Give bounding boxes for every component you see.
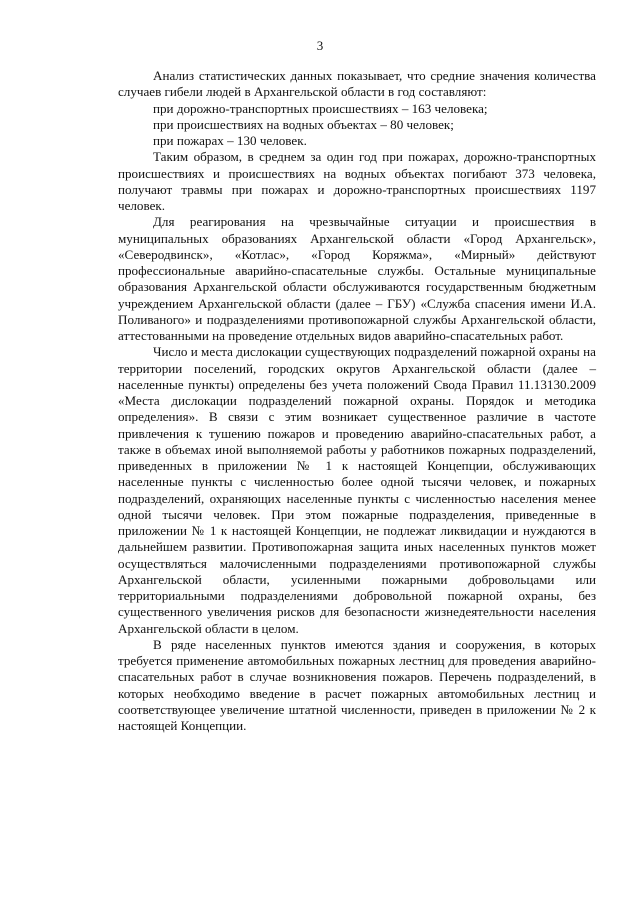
list-item-water-incidents: при происшествиях на водных объектах – 80 человек; [153, 116, 454, 132]
document-body [118, 68, 596, 734]
list-item-road-accidents: при дорожно-транспортных происшествиях – 163 человека; [153, 100, 488, 116]
paragraph-summary: Таким образом, в среднем за один год при пожарах, дорожно-транспортных происшествиях и происшествиях на водных объектах погибают 373 человека, получают травмы при пожарах и дорожно-транспортных происшествиях 1197 человек. [118, 149, 596, 213]
paragraph-aerial-ladders: В ряде населенных пунктов имеются здания и сооружения, в которых требуется применение автомобильных пожарных лестниц для проведения аварийно-спасательных работ в случае возникновения пожаров. Перечень подразделений, в которых необходимо введение в расчет пожарных автомобильных лестниц и соответствующее увеличение штатной численности, приведен в приложении № 2 к настоящей Концепции. [118, 636, 596, 733]
paragraph-rescue-services: Для реагирования на чрезвычайные ситуации и происшествия в муниципальных образованиях Архангельской области «Город Архангельск», «Северодвинск», «Котлас», «Город Коряжма», «Мирный» действуют профессиональные аварийно-спасательные службы. Остальные муниципальные образования Архангельской области обслуживаются государственным бюджетным учреждением Архангельской области (далее – ГБУ) «Служба спасения имени И.А. Поливаного» и подразделениями противопожарной службы Архангельской области, аттестованными на проведение отдельных видов аварийно-спасательных работ. [118, 214, 596, 343]
paragraph-fire-units-location: Число и места дислокации существующих подразделений пожарной охраны на территории поселений, городских округов Архангельской области (далее – населенные пункты) определены без учета положений Свода Правил 11.13130.2009 «Места дислокации подразделений пожарной охраны. Порядок и методика определения». В связи с этим возникает существенное различие в частоте привлечения к тушению пожаров и проведению аварийно-спасательных работ, а также в объемах иной выполняемой работы у работников пожарных подразделений, приведенных в приложении № 1 к настоящей Концепции, обслуживающих населенные пункты с численностью более одной тысячи человек, и пожарных подразделений, охраняющих населенные пункты с численностью населения менее одной тысячи человек. При этом пожарные подразделения, приведенные в приложении № 1 к настоящей Концепции, не подлежат ликвидации и нуждаются в дальнейшем развитии. Противопожарная защита иных населенных пунктов может осуществляться малочисленными подразделениями противопожарной службы Архангельской области, усиленными пожарными добровольцами или территориальными подразделениями добровольной пожарной охраны, без существенного увеличения рисков для безопасности жизнедеятельности населения Архангельской области в целом. [118, 344, 596, 636]
page-number: 3 [316, 38, 324, 53]
paragraph-statistics-intro: Анализ статистических данных показывает, что средние значения количества случаев гибели людей в Архангельской области в год составляют: [118, 68, 596, 100]
list-item-fires: при пожарах – 130 человек. [153, 133, 307, 148]
